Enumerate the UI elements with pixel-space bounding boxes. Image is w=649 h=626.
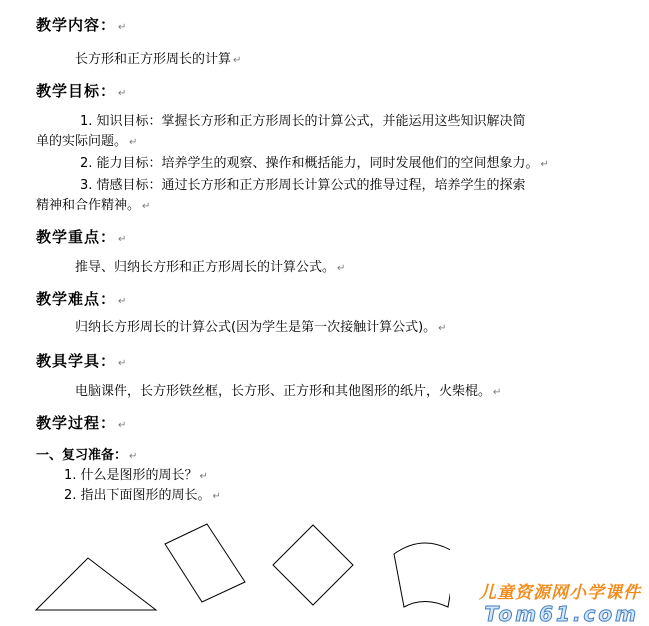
- watermark-logo: [436, 578, 641, 626]
- watermark-line-1: 儿童资源网小学课件: [479, 583, 641, 603]
- question-1: 1. 什么是图形的周长？ ↵: [64, 468, 208, 483]
- goals-heading: 教学目标： ↵: [36, 82, 128, 100]
- goal-2: 2. 能力目标：培养学生的观察、操作和概括能力，同时发展他们的空间想象力。 ↵: [80, 156, 549, 171]
- difficulty-text: 归纳长方形周长的计算公式(因为学生是第一次接触计算公式)。 ↵: [75, 320, 447, 335]
- difficulty-heading: 教学难点： ↵: [36, 290, 128, 308]
- tools-text: 电脑课件，长方形铁丝框，长方形、正方形和其他图形的纸片，火柴棍。 ↵: [75, 384, 502, 399]
- watermark-line-2: Tom61.com: [484, 602, 639, 626]
- paragraph-mark: ↵: [118, 22, 128, 33]
- goal-3-line-1: 3. 情感目标：通过长方形和正方形周长计算公式的推导过程，培养学生的探索: [80, 178, 526, 193]
- goal-1-line-1: 1. 知识目标：掌握长方形和正方形周长的计算公式，并能运用这些知识解决简: [80, 114, 526, 129]
- key-text: 推导、归纳长方形和正方形周长的计算公式。 ↵: [75, 260, 346, 275]
- triangle-shape: [36, 558, 156, 610]
- process-part-1: 一、复习准备： ↵: [36, 448, 138, 463]
- process-heading: 教学过程： ↵: [36, 414, 128, 432]
- shapes-figure: [30, 512, 450, 622]
- goal-1-line-2: 单的实际问题。 ↵: [36, 134, 138, 149]
- question-2: 2. 指出下面图形的周长。 ↵: [64, 488, 221, 503]
- goal-3-line-2: 精神和合作精神。 ↵: [36, 198, 151, 213]
- key-heading: 教学重点： ↵: [36, 228, 128, 246]
- rectangle-shape: [165, 524, 245, 602]
- square-shape: [273, 525, 353, 605]
- tools-heading: 教具学具： ↵: [36, 352, 128, 370]
- content-heading: 教学内容： ↵: [36, 16, 128, 34]
- content-text: 长方形和正方形周长的计算 ↵: [75, 52, 242, 67]
